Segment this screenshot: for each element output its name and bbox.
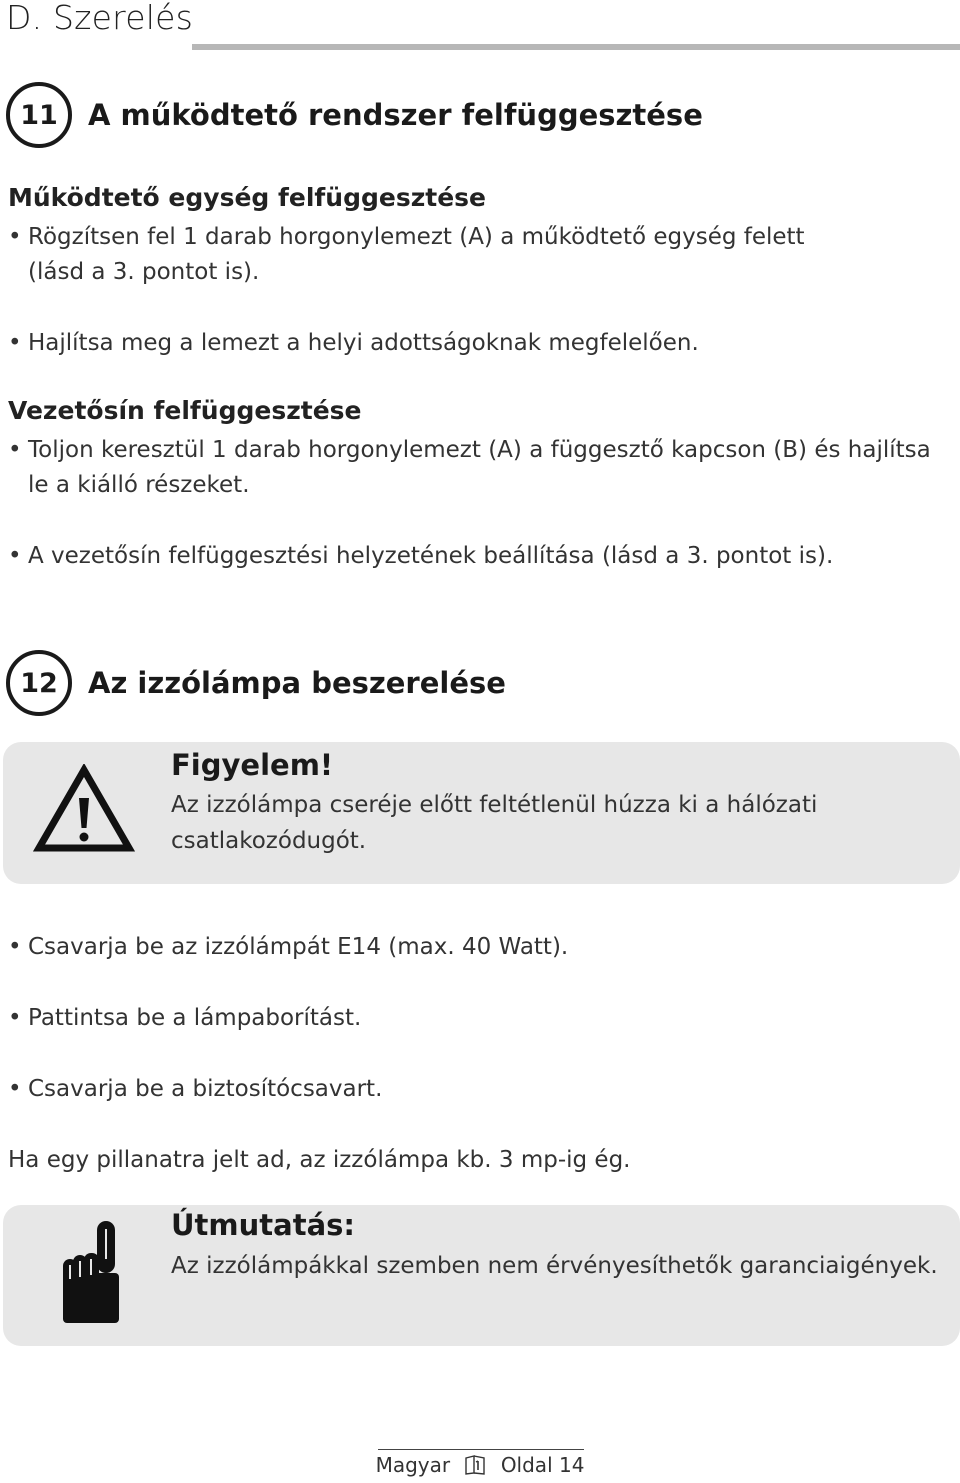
warning-text-line1: Az izzólámpa cseréje előtt feltétlenül húzza ki a hálózati — [171, 792, 818, 818]
step-number-badge: 12 — [6, 650, 72, 716]
bullet-item: • A vezetősín felfüggesztési helyzetének beállítása (lásd a 3. pontot is). — [8, 538, 953, 574]
bullet-dot: • — [8, 1076, 22, 1102]
footer-page-number: Oldal 14 — [500, 1453, 585, 1477]
bullet-item: • Csavarja be a biztosítócsavart. — [8, 1071, 953, 1107]
hint-box — [3, 1205, 960, 1346]
pointing-hand-icon — [57, 1219, 129, 1325]
bullet-dot: • — [8, 543, 22, 569]
bullet-item: • Hajlítsa meg a lemezt a helyi adottságoknak megfelelően. — [8, 325, 953, 361]
note-paragraph: Ha egy pillanatra jelt ad, az izzólámpa kb. 3 mp-ig ég. — [8, 1147, 631, 1173]
bullet-dot: • — [8, 437, 22, 463]
bullet-item: • Rögzítsen fel 1 darab horgonylemezt (A) a működtető egység felett — [8, 219, 953, 255]
step-11-heading — [6, 82, 703, 148]
step-title: Az izzólámpa beszerelése — [88, 666, 506, 700]
bullet-dot: • — [8, 934, 22, 960]
step-12-heading — [6, 650, 506, 716]
warning-text-line2: csatlakozódugót. — [171, 828, 367, 854]
bullet-dot: • — [8, 224, 22, 250]
step-title: A működtető rendszer felfüggesztése — [88, 98, 703, 132]
bullet-item: • Pattintsa be a lámpaborítást. — [8, 1000, 953, 1036]
bullet-item: • Toljon keresztül 1 darab horgonylemezt (A) a függesztő kapcson (B) és hajlítsa — [8, 432, 953, 468]
section-heading-rail: Vezetősín felfüggesztése — [8, 396, 362, 425]
bullet-dot: • — [8, 330, 22, 356]
page-footer — [0, 1453, 960, 1477]
bullet-continuation: (lásd a 3. pontot is). — [28, 259, 260, 285]
header-rule — [192, 44, 960, 50]
hint-title: Útmutatás: — [171, 1208, 355, 1242]
bullet-continuation: le a kiálló részeket. — [28, 472, 250, 498]
page-header-title: D. Szerelés — [6, 0, 193, 37]
book-icon — [464, 1455, 486, 1475]
step-number-badge: 11 — [6, 82, 72, 148]
hint-text: Az izzólámpákkal szemben nem érvényesíthetők garanciaigények. — [171, 1253, 938, 1279]
warning-box — [3, 742, 960, 884]
bullet-item: • Csavarja be az izzólámpát E14 (max. 40 Watt). — [8, 929, 953, 965]
warning-title: Figyelem! — [171, 748, 334, 782]
section-heading-actuator: Működtető egység felfüggesztése — [8, 183, 487, 212]
bullet-dot: • — [8, 1005, 22, 1031]
footer-language: Magyar — [375, 1453, 451, 1477]
warning-triangle-icon — [33, 764, 135, 854]
footer-rule — [378, 1449, 584, 1450]
